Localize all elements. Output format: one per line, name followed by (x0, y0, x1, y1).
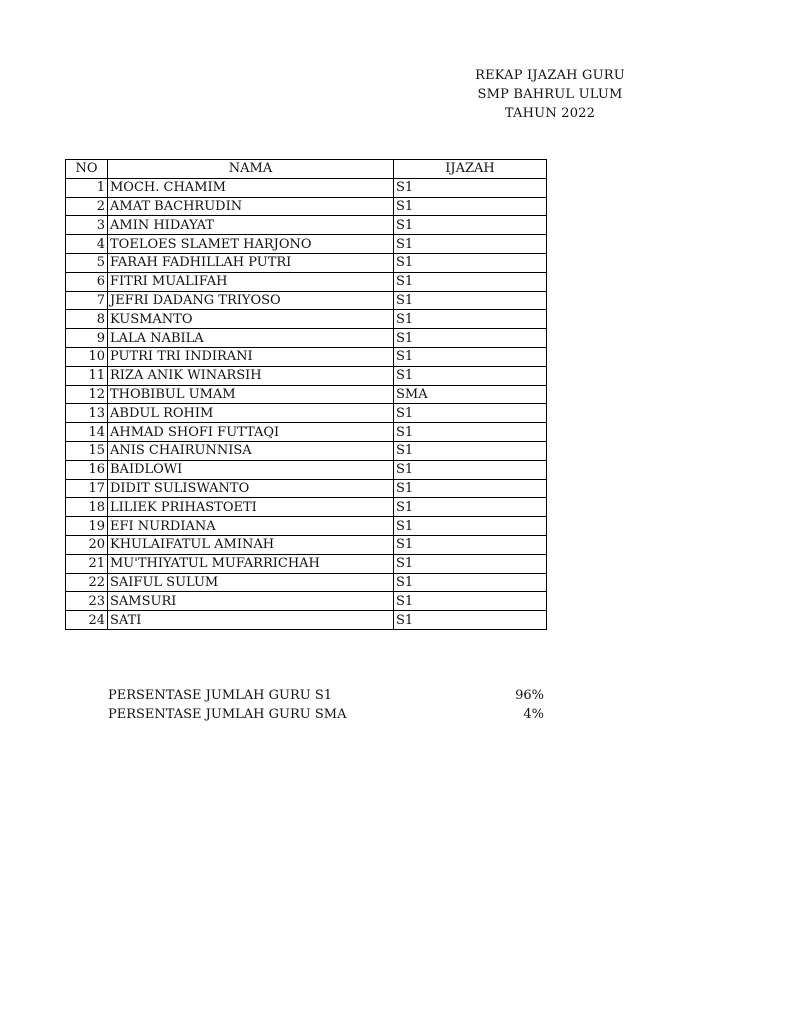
diploma-cell: S1 (394, 441, 547, 460)
title-line-3: TAHUN 2022 (504, 106, 596, 121)
row-number-cell: 21 (66, 554, 108, 573)
table-row (66, 517, 547, 536)
diploma-cell: S1 (394, 291, 547, 310)
diploma-cell: S1 (394, 366, 547, 385)
row-number-cell: 16 (66, 460, 108, 479)
diploma-cell: S1 (394, 216, 547, 235)
teacher-name-cell: SAMSURI (108, 592, 394, 611)
table-row (66, 385, 547, 404)
teacher-name-cell: RIZA ANIK WINARSIH (108, 366, 394, 385)
teacher-name-cell: EFI NURDIANA (108, 517, 394, 536)
table-row (66, 178, 547, 197)
table-row (66, 441, 547, 460)
diploma-cell: S1 (394, 197, 547, 216)
teacher-name-cell: AHMAD SHOFI FUTTAQI (108, 423, 394, 442)
summary-percentage: 4% (523, 707, 544, 722)
teacher-name-cell: MOCH. CHAMIM (108, 178, 394, 197)
diploma-cell: S1 (394, 253, 547, 272)
teacher-diploma-table (65, 159, 547, 630)
teacher-name-cell: PUTRI TRI INDIRANI (108, 347, 394, 366)
row-number-cell: 23 (66, 592, 108, 611)
row-number-cell: 1 (66, 178, 108, 197)
diploma-cell: S1 (394, 178, 547, 197)
summary-section (108, 686, 546, 724)
teacher-name-cell: KUSMANTO (108, 310, 394, 329)
table-row (66, 611, 547, 630)
diploma-cell: S1 (394, 235, 547, 254)
teacher-name-cell: AMIN HIDAYAT (108, 216, 394, 235)
teacher-name-cell: THOBIBUL UMAM (108, 385, 394, 404)
summary-percentage: 96% (515, 688, 544, 703)
table-row (66, 573, 547, 592)
teacher-name-cell: AMAT BACHRUDIN (108, 197, 394, 216)
table-row (66, 329, 547, 348)
teacher-name-cell: SAIFUL SULUM (108, 573, 394, 592)
table-row (66, 366, 547, 385)
teacher-name-cell: DIDIT SULISWANTO (108, 479, 394, 498)
table-row (66, 423, 547, 442)
teacher-name-cell: ANIS CHAIRUNNISA (108, 441, 394, 460)
diploma-cell: S1 (394, 554, 547, 573)
table-header-row (66, 160, 547, 179)
document-title (300, 66, 800, 123)
table-row (66, 347, 547, 366)
summary-label: PERSENTASE JUMLAH GURU S1 (108, 688, 333, 703)
table-row (66, 272, 547, 291)
table-row (66, 404, 547, 423)
teacher-name-cell: KHULAIFATUL AMINAH (108, 535, 394, 554)
teacher-name-cell: FARAH FADHILLAH PUTRI (108, 253, 394, 272)
diploma-cell: S1 (394, 479, 547, 498)
teacher-name-cell: LILIEK PRIHASTOETI (108, 498, 394, 517)
diploma-cell: S1 (394, 573, 547, 592)
teacher-name-cell: ABDUL ROHIM (108, 404, 394, 423)
row-number-cell: 10 (66, 347, 108, 366)
table-row (66, 197, 547, 216)
diploma-cell: S1 (394, 535, 547, 554)
teacher-name-cell: SATI (108, 611, 394, 630)
table-body (66, 178, 547, 629)
teacher-name-cell: MU'THIYATUL MUFARRICHAH (108, 554, 394, 573)
table-row (66, 592, 547, 611)
diploma-cell: S1 (394, 310, 547, 329)
row-number-cell: 11 (66, 366, 108, 385)
diploma-cell: S1 (394, 329, 547, 348)
table-row (66, 554, 547, 573)
title-line-2: SMP BAHRUL ULUM (477, 87, 623, 102)
diploma-cell: S1 (394, 517, 547, 536)
teacher-name-cell: JEFRI DADANG TRIYOSO (108, 291, 394, 310)
row-number-cell: 14 (66, 423, 108, 442)
row-number-cell: 3 (66, 216, 108, 235)
table-row (66, 460, 547, 479)
diploma-cell: S1 (394, 272, 547, 291)
table-row (66, 291, 547, 310)
table-row (66, 498, 547, 517)
table-row (66, 216, 547, 235)
row-number-cell: 6 (66, 272, 108, 291)
title-line-1: REKAP IJAZAH GURU (475, 68, 625, 83)
diploma-cell: S1 (394, 498, 547, 517)
row-number-cell: 24 (66, 611, 108, 630)
row-number-cell: 17 (66, 479, 108, 498)
teacher-name-cell: FITRI MUALIFAH (108, 272, 394, 291)
row-number-cell: 8 (66, 310, 108, 329)
row-number-cell: 13 (66, 404, 108, 423)
row-number-cell: 4 (66, 235, 108, 254)
row-number-cell: 2 (66, 197, 108, 216)
summary-label: PERSENTASE JUMLAH GURU SMA (108, 707, 347, 722)
row-number-cell: 15 (66, 441, 108, 460)
column-header-nama: NAMA (108, 160, 394, 179)
row-number-cell: 20 (66, 535, 108, 554)
row-number-cell: 18 (66, 498, 108, 517)
diploma-cell: S1 (394, 592, 547, 611)
row-number-cell: 22 (66, 573, 108, 592)
table-row (66, 535, 547, 554)
column-header-no: NO (66, 160, 108, 179)
diploma-cell: S1 (394, 404, 547, 423)
table-row (66, 479, 547, 498)
row-number-cell: 7 (66, 291, 108, 310)
summary-row (108, 705, 546, 724)
teacher-name-cell: TOELOES SLAMET HARJONO (108, 235, 394, 254)
diploma-cell: S1 (394, 347, 547, 366)
column-header-ijazah: IJAZAH (394, 160, 547, 179)
diploma-cell: S1 (394, 460, 547, 479)
table-row (66, 253, 547, 272)
table-row (66, 235, 547, 254)
diploma-cell: S1 (394, 611, 547, 630)
row-number-cell: 12 (66, 385, 108, 404)
row-number-cell: 5 (66, 253, 108, 272)
row-number-cell: 9 (66, 329, 108, 348)
teacher-name-cell: LALA NABILA (108, 329, 394, 348)
row-number-cell: 19 (66, 517, 108, 536)
diploma-cell: SMA (394, 385, 547, 404)
table-row (66, 310, 547, 329)
summary-row (108, 686, 546, 705)
teacher-name-cell: BAIDLOWI (108, 460, 394, 479)
diploma-cell: S1 (394, 423, 547, 442)
